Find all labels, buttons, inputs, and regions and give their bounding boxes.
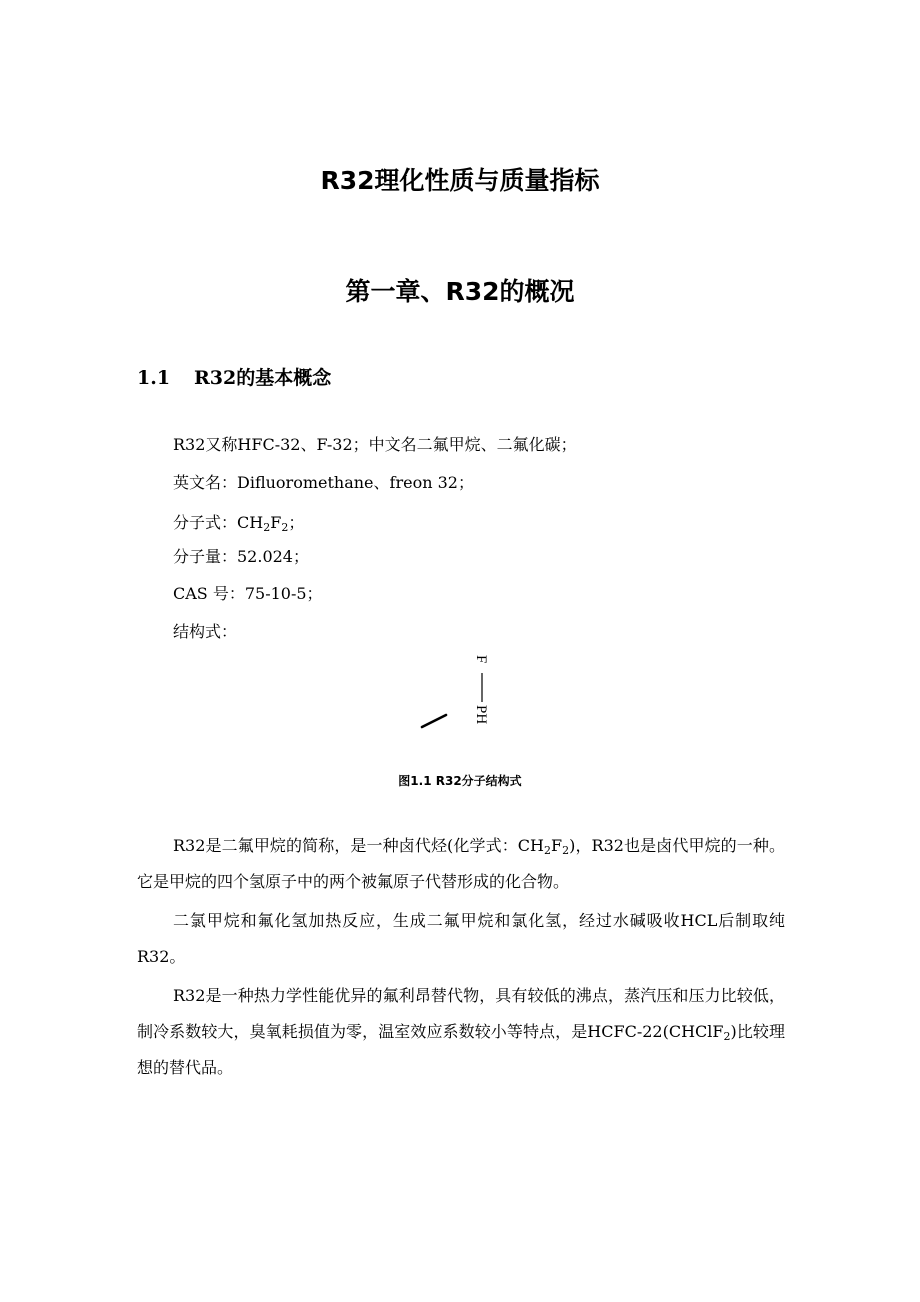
figure-caption: 图1.1 R32分子结构式: [398, 774, 522, 788]
subscript: 2: [562, 844, 570, 857]
cas-number-line: CAS 号：75-10-5；: [173, 584, 323, 603]
paragraph-text: )，R32也是卤代甲烷的一种。它是甲烷的四个氢原子中的两个被氟原子代替形成的化合物。: [137, 836, 785, 891]
formula-h-subscript: 2: [263, 521, 271, 534]
section-title: R32的基本概念: [194, 367, 332, 389]
structure-label: 结构式：: [173, 622, 238, 641]
document-title: R32理化性质与质量指标: [320, 166, 600, 195]
formula-f-subscript: 2: [281, 521, 289, 534]
paragraph-text: F: [551, 836, 563, 855]
paragraph-properties: [137, 978, 785, 1086]
formula-label: 分子式：: [173, 513, 238, 532]
paragraph-definition: [137, 828, 785, 900]
section-heading: [137, 364, 331, 392]
formula-f: F: [270, 513, 282, 532]
molecular-formula-line: [173, 512, 304, 534]
atom-f-label: F: [473, 655, 489, 664]
paragraph-text: R32是一种热力学性能优异的氟利昂替代物，具有较低的沸点，蒸汽压和压力比较低，制冷系数较大，臭氧耗损值为零，温室效应系数较小等特点，是HCFC-22(CHClF: [137, 986, 785, 1041]
formula-end: ；: [288, 513, 305, 532]
paragraph-text: )比较理想的替代品。: [137, 1022, 785, 1077]
atom-ph-label: PH: [473, 705, 489, 725]
paragraph-text: R32是二氟甲烷的简称，是一种卤代烃(化学式：CH: [173, 836, 544, 855]
chapter-title: 第一章、R32的概况: [345, 277, 575, 306]
alias-line: R32又称HFC-32、F-32；中文名二氟甲烷、二氟化碳；: [173, 435, 577, 454]
subscript: 2: [544, 844, 551, 857]
english-name-line: 英文名：Difluoromethane、freon 32；: [173, 473, 474, 492]
section-number: 1.1: [137, 367, 171, 389]
molecular-weight-line: 分子量：52.024；: [173, 547, 309, 566]
bond-line-left: [422, 715, 446, 727]
formula-ch: CH: [237, 513, 264, 532]
molecular-structure-diagram: [400, 645, 520, 740]
subscript: 2: [723, 1030, 731, 1043]
paragraph-preparation: 二氯甲烷和氟化氢加热反应，生成二氟甲烷和氯化氢，经过水碱吸收HCL后制取纯R32。: [137, 911, 785, 966]
